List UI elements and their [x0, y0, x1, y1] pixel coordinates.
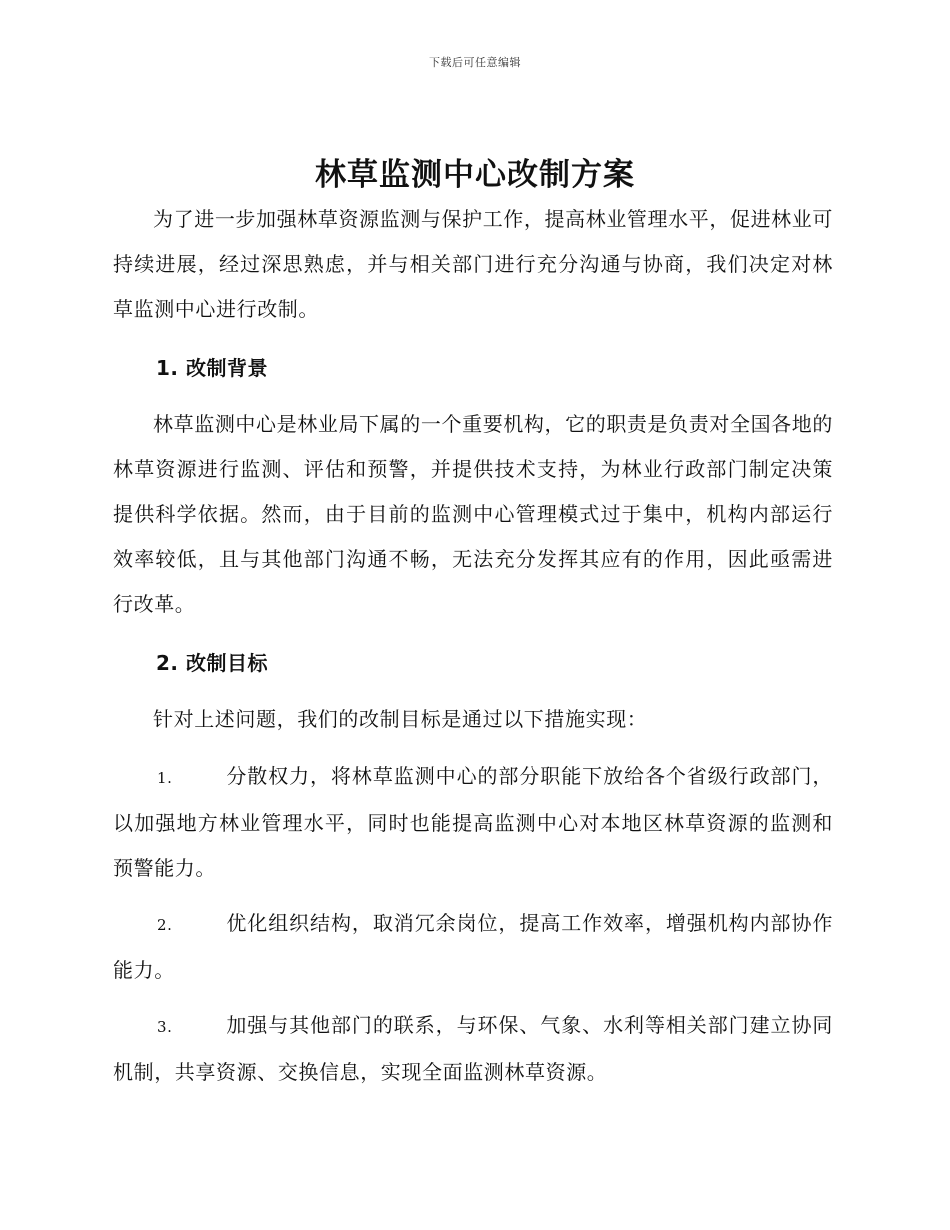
- section-heading-background: 1. 改制背景: [156, 356, 268, 380]
- section-heading-goals: 2. 改制目标: [156, 651, 268, 675]
- measure-item-3: [113, 1003, 833, 1095]
- measure-text: 分散权力，将林草监测中心的部分职能下放给各个省级行政部门，以加强地方林业管理水平，同时也能提高监测中心对本地区林草资源的监测和预警能力。: [113, 764, 833, 880]
- measure-item-2: [113, 901, 833, 993]
- document-title: 林草监测中心改制方案: [315, 157, 635, 193]
- header-note: 下载后可任意编辑: [429, 56, 521, 69]
- goals-paragraph: 针对上述问题，我们的改制目标是通过以下措施实现：: [153, 707, 648, 731]
- measure-number: 3.: [157, 1018, 173, 1036]
- measure-text: 加强与其他部门的联系，与环保、气象、水利等相关部门建立协同机制，共享资源、交换信息，实现全面监测林草资源。: [113, 1013, 833, 1084]
- intro-paragraph: 为了进一步加强林草资源监测与保护工作，提高林业管理水平，促进林业可持续进展，经过深思熟虑，并与相关部门进行充分沟通与协商，我们决定对林草监测中心进行改制。: [113, 207, 833, 321]
- background-paragraph: 林草监测中心是林业局下属的一个重要机构，它的职责是负责对全国各地的林草资源进行监测、评估和预警，并提供技术支持，为林业行政部门制定决策提供科学依据。然而，由于目前的监测中心管理模式过于集中，机构内部运行效率较低，且与其他部门沟通不畅，无法充分发挥其应有的作用，因此亟需进行改革。: [113, 412, 833, 616]
- measure-number: 1.: [157, 769, 173, 787]
- measure-item-1: [113, 754, 833, 891]
- measure-number: 2.: [157, 916, 173, 934]
- measure-text: 优化组织结构，取消冗余岗位，提高工作效率，增强机构内部协作能力。: [113, 911, 833, 982]
